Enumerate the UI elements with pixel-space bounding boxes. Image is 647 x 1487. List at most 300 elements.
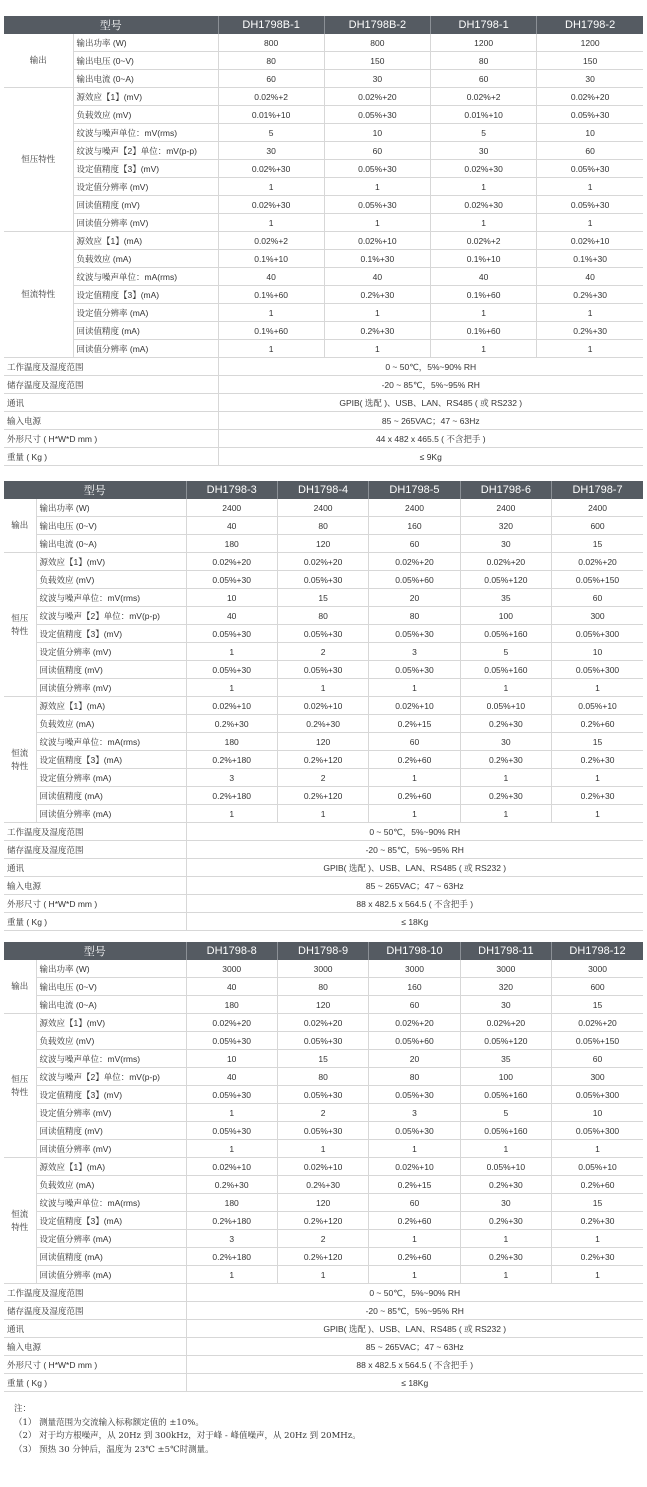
general-spec-row xyxy=(4,895,643,913)
general-spec-label: 输入电源 xyxy=(4,877,186,895)
spec-value: 60 xyxy=(324,142,430,160)
spec-value: 15 xyxy=(277,589,368,607)
spec-value: 100 xyxy=(460,607,551,625)
spec-value: 0.02%+20 xyxy=(369,553,460,571)
spec-value: 80 xyxy=(277,978,368,996)
general-spec-label: 外形尺寸 ( H*W*D mm ) xyxy=(4,430,218,448)
header-row xyxy=(4,481,643,499)
spec-value: 3 xyxy=(369,643,460,661)
spec-value: 10 xyxy=(537,124,643,142)
general-spec-value: ≤ 9Kg xyxy=(218,448,643,466)
group-label: 恒压 特性 xyxy=(4,553,36,697)
spec-value: 1 xyxy=(324,304,430,322)
spec-value: 3 xyxy=(186,769,277,787)
model-column-header: DH1798-5 xyxy=(369,481,460,499)
table-row xyxy=(4,1032,643,1050)
model-header-label: 型号 xyxy=(4,16,218,34)
table-header xyxy=(4,942,643,960)
general-spec-value: 0 ~ 50℃，5%~90% RH xyxy=(218,358,643,376)
spec-value: 0.05%+60 xyxy=(369,1032,460,1050)
spec-value: 40 xyxy=(431,268,537,286)
parameter-label: 回读值精度 (mV) xyxy=(73,196,218,214)
parameter-label: 回读值精度 (mA) xyxy=(36,1248,186,1266)
general-spec-value: -20 ~ 85℃，5%~95% RH xyxy=(218,376,643,394)
spec-value: 0.2%+180 xyxy=(186,751,277,769)
spec-value: 0.02%+30 xyxy=(218,196,324,214)
spec-value: 0.1%+60 xyxy=(218,322,324,340)
spec-value: 0.2%+30 xyxy=(460,1176,551,1194)
spec-value: 20 xyxy=(369,589,460,607)
model-column-header: DH1798-8 xyxy=(186,942,277,960)
spec-value: 600 xyxy=(552,517,643,535)
spec-value: 0.05%+10 xyxy=(460,697,551,715)
spec-value: 0.02%+20 xyxy=(460,1014,551,1032)
spec-value: 30 xyxy=(460,733,551,751)
spec-value: 1 xyxy=(431,340,537,358)
spec-value: 100 xyxy=(460,1068,551,1086)
general-spec-row xyxy=(4,1374,643,1392)
table-header xyxy=(4,481,643,499)
spec-value: 30 xyxy=(324,70,430,88)
model-column-header: DH1798B-1 xyxy=(218,16,324,34)
spec-value: 0.2%+30 xyxy=(460,787,551,805)
spec-value: 1 xyxy=(369,1230,460,1248)
parameter-label: 输出电流 (0~A) xyxy=(36,535,186,553)
parameter-label: 输出功率 (W) xyxy=(73,34,218,52)
spec-value: 30 xyxy=(460,996,551,1014)
spec-value: 1 xyxy=(277,1266,368,1284)
spec-value: 0.05%+10 xyxy=(552,697,643,715)
spec-value: 0.2%+60 xyxy=(552,1176,643,1194)
table-row xyxy=(4,589,643,607)
spec-value: 1 xyxy=(460,1230,551,1248)
general-spec-label: 工作温度及湿度范围 xyxy=(4,823,186,841)
table-row xyxy=(4,960,643,978)
spec-value: 0.2%+60 xyxy=(369,1212,460,1230)
model-column-header: DH1798-11 xyxy=(460,942,551,960)
spec-value: 60 xyxy=(369,1194,460,1212)
spec-value: 0.05%+30 xyxy=(324,106,430,124)
spec-value: 5 xyxy=(460,643,551,661)
parameter-label: 负载效应 (mA) xyxy=(36,715,186,733)
spec-value: 1 xyxy=(460,1140,551,1158)
spec-value: 1 xyxy=(186,1104,277,1122)
spec-value: 0.02%+20 xyxy=(186,553,277,571)
parameter-label: 输出电压 (0~V) xyxy=(73,52,218,70)
spec-value: 0.02%+30 xyxy=(431,196,537,214)
spec-value: 15 xyxy=(277,1050,368,1068)
spec-value: 1 xyxy=(431,304,537,322)
parameter-label: 设定值精度【3】(mV) xyxy=(36,625,186,643)
spec-value: 40 xyxy=(186,517,277,535)
spec-value: 1 xyxy=(277,805,368,823)
table-row xyxy=(4,322,643,340)
table-row xyxy=(4,1266,643,1284)
spec-value: 40 xyxy=(218,268,324,286)
spec-value: 40 xyxy=(324,268,430,286)
table-row xyxy=(4,697,643,715)
spec-value: 180 xyxy=(186,1194,277,1212)
general-spec-label: 通讯 xyxy=(4,1320,186,1338)
spec-value: 3000 xyxy=(460,960,551,978)
spec-value: 0.02%+2 xyxy=(218,88,324,106)
model-column-header: DH1798-2 xyxy=(537,16,643,34)
general-spec-label: 工作温度及湿度范围 xyxy=(4,358,218,376)
spec-value: 2 xyxy=(277,1104,368,1122)
spec-value: 10 xyxy=(552,643,643,661)
spec-value: 0.02%+2 xyxy=(431,88,537,106)
model-column-header: DH1798-1 xyxy=(431,16,537,34)
spec-value: 1200 xyxy=(431,34,537,52)
spec-value: 0.02%+30 xyxy=(218,160,324,178)
parameter-label: 纹波与噪声单位：mA(rms) xyxy=(73,268,218,286)
spec-value: 0.2%+60 xyxy=(369,787,460,805)
spec-value: 0.05%+10 xyxy=(460,1158,551,1176)
spec-value: 0.05%+120 xyxy=(460,1032,551,1050)
parameter-label: 设定值精度【3】(mA) xyxy=(36,751,186,769)
spec-value: 1 xyxy=(218,178,324,196)
table-row xyxy=(4,517,643,535)
spec-value: 1 xyxy=(277,1140,368,1158)
spec-value: 0.2%+30 xyxy=(186,715,277,733)
table-row xyxy=(4,1014,643,1032)
table-row xyxy=(4,661,643,679)
parameter-label: 回读值分辨率 (mA) xyxy=(73,340,218,358)
spec-value: 0.05%+300 xyxy=(552,1086,643,1104)
parameter-label: 回读值精度 (mA) xyxy=(36,787,186,805)
spec-value: 15 xyxy=(552,996,643,1014)
spec-value: 0.05%+30 xyxy=(537,196,643,214)
general-spec-value: ≤ 18Kg xyxy=(186,913,643,931)
spec-value: 0.05%+150 xyxy=(552,571,643,589)
parameter-label: 纹波与噪声单位：mV(rms) xyxy=(73,124,218,142)
parameter-label: 设定值精度【3】(mA) xyxy=(73,286,218,304)
table-row xyxy=(4,52,643,70)
table-row xyxy=(4,1050,643,1068)
parameter-label: 纹波与噪声单位：mV(rms) xyxy=(36,1050,186,1068)
parameter-label: 纹波与噪声单位：mV(rms) xyxy=(36,589,186,607)
spec-value: 1 xyxy=(186,1140,277,1158)
spec-value: 0.2%+120 xyxy=(277,1212,368,1230)
spec-value: 0.05%+30 xyxy=(186,571,277,589)
spec-value: 0.05%+30 xyxy=(369,1122,460,1140)
spec-value: 0.02%+20 xyxy=(460,553,551,571)
spec-value: 0.2%+30 xyxy=(460,1212,551,1230)
table-row xyxy=(4,268,643,286)
spec-value: 0.05%+10 xyxy=(552,1158,643,1176)
spec-value: 0.02%+10 xyxy=(277,1158,368,1176)
spec-value: 0.05%+60 xyxy=(369,571,460,589)
spec-value: 0.02%+20 xyxy=(186,1014,277,1032)
parameter-label: 纹波与噪声单位：mA(rms) xyxy=(36,733,186,751)
spec-value: 40 xyxy=(186,607,277,625)
spec-value: 0.05%+160 xyxy=(460,625,551,643)
spec-value: 120 xyxy=(277,1194,368,1212)
general-spec-row xyxy=(4,358,643,376)
spec-value: 0.1%+30 xyxy=(324,250,430,268)
header-row xyxy=(4,942,643,960)
spec-value: 120 xyxy=(277,535,368,553)
spec-value: 0.02%+10 xyxy=(324,232,430,250)
spec-value: 150 xyxy=(324,52,430,70)
spec-value: 0.2%+60 xyxy=(369,751,460,769)
spec-value: 0.2%+180 xyxy=(186,787,277,805)
table-row xyxy=(4,787,643,805)
spec-value: 0.05%+160 xyxy=(460,1086,551,1104)
table-row xyxy=(4,106,643,124)
spec-value: 1 xyxy=(431,178,537,196)
spec-value: 160 xyxy=(369,978,460,996)
table-row xyxy=(4,625,643,643)
spec-value: 0.2%+30 xyxy=(537,286,643,304)
spec-value: 20 xyxy=(369,1050,460,1068)
note-1: （1） 测量范围为交流输入标称额定值的 ±10%。 xyxy=(14,1417,204,1428)
table-row xyxy=(4,733,643,751)
spec-value: 5 xyxy=(460,1104,551,1122)
general-spec-value: 88 x 482.5 x 564.5 ( 不含把手 ) xyxy=(186,895,643,913)
spec-value: 30 xyxy=(460,1194,551,1212)
spec-value: 800 xyxy=(324,34,430,52)
spec-value: 30 xyxy=(218,142,324,160)
spec-value: 0.02%+10 xyxy=(186,697,277,715)
general-spec-row xyxy=(4,1338,643,1356)
spec-value: 1 xyxy=(537,178,643,196)
general-spec-row xyxy=(4,1284,643,1302)
spec-value: 1 xyxy=(537,214,643,232)
spec-value: 1 xyxy=(369,769,460,787)
spec-table-2 xyxy=(4,481,643,931)
spec-value: 2 xyxy=(277,769,368,787)
table-row xyxy=(4,1212,643,1230)
table-row xyxy=(4,751,643,769)
spec-value: 1 xyxy=(369,679,460,697)
table-body xyxy=(4,499,643,931)
table-row xyxy=(4,142,643,160)
general-spec-label: 输入电源 xyxy=(4,412,218,430)
spec-value: 40 xyxy=(186,1068,277,1086)
spec-value: 80 xyxy=(431,52,537,70)
spec-value: 1 xyxy=(552,679,643,697)
parameter-label: 负载效应 (mA) xyxy=(36,1176,186,1194)
spec-value: 0.02%+20 xyxy=(552,553,643,571)
spec-value: 180 xyxy=(186,996,277,1014)
parameter-label: 回读值精度 (mA) xyxy=(73,322,218,340)
spec-value: 2400 xyxy=(460,499,551,517)
spec-value: 0.02%+20 xyxy=(537,88,643,106)
table-row xyxy=(4,1158,643,1176)
parameter-label: 回读值分辨率 (mV) xyxy=(36,679,186,697)
spec-value: 0.2%+30 xyxy=(277,715,368,733)
parameter-label: 回读值分辨率 (mA) xyxy=(36,805,186,823)
table-row xyxy=(4,304,643,322)
spec-value: 40 xyxy=(537,268,643,286)
general-spec-row xyxy=(4,823,643,841)
spec-value: 60 xyxy=(369,733,460,751)
spec-value: 2 xyxy=(277,1230,368,1248)
spec-value: 1 xyxy=(552,1230,643,1248)
spec-value: 80 xyxy=(218,52,324,70)
spec-value: 60 xyxy=(552,589,643,607)
spec-value: 1 xyxy=(460,1266,551,1284)
spec-value: 35 xyxy=(460,1050,551,1068)
spec-value: 0.1%+60 xyxy=(431,322,537,340)
table-row xyxy=(4,232,643,250)
parameter-label: 源效应【1】(mA) xyxy=(36,1158,186,1176)
parameter-label: 输出电流 (0~A) xyxy=(36,996,186,1014)
table-row xyxy=(4,70,643,88)
general-spec-value: 0 ~ 50℃，5%~90% RH xyxy=(186,1284,643,1302)
spec-value: 80 xyxy=(277,607,368,625)
table-row xyxy=(4,571,643,589)
spec-value: 15 xyxy=(552,1194,643,1212)
spec-value: 0.05%+30 xyxy=(186,1122,277,1140)
spec-value: 0.2%+30 xyxy=(277,1176,368,1194)
spec-value: 15 xyxy=(552,535,643,553)
table-row xyxy=(4,340,643,358)
spec-value: 1 xyxy=(186,679,277,697)
general-spec-row xyxy=(4,412,643,430)
table-row xyxy=(4,88,643,106)
spec-value: 1 xyxy=(552,805,643,823)
spec-value: 0.02%+20 xyxy=(552,1014,643,1032)
table-row xyxy=(4,1140,643,1158)
spec-value: 60 xyxy=(369,996,460,1014)
parameter-label: 纹波与噪声【2】单位：mV(p-p) xyxy=(73,142,218,160)
spec-value: 0.02%+10 xyxy=(369,697,460,715)
table-row xyxy=(4,1194,643,1212)
parameter-label: 输出电流 (0~A) xyxy=(73,70,218,88)
spec-value: 1 xyxy=(537,340,643,358)
parameter-label: 源效应【1】(mV) xyxy=(73,88,218,106)
spec-value: 0.05%+30 xyxy=(537,160,643,178)
parameter-label: 纹波与噪声【2】单位：mV(p-p) xyxy=(36,1068,186,1086)
parameter-label: 输出电压 (0~V) xyxy=(36,517,186,535)
spec-value: 0.2%+30 xyxy=(552,787,643,805)
spec-value: 0.2%+15 xyxy=(369,1176,460,1194)
spec-value: 180 xyxy=(186,733,277,751)
spec-value: 60 xyxy=(537,142,643,160)
spec-value: 0.05%+150 xyxy=(552,1032,643,1050)
spec-value: 0.05%+30 xyxy=(369,625,460,643)
spec-value: 2400 xyxy=(186,499,277,517)
spec-value: 1200 xyxy=(537,34,643,52)
general-spec-value: 0 ~ 50℃，5%~90% RH xyxy=(186,823,643,841)
spec-value: 0.2%+15 xyxy=(369,715,460,733)
table-row xyxy=(4,643,643,661)
spec-value: 60 xyxy=(552,1050,643,1068)
general-spec-label: 外形尺寸 ( H*W*D mm ) xyxy=(4,1356,186,1374)
spec-value: 0.05%+30 xyxy=(277,571,368,589)
table-header xyxy=(4,16,643,34)
spec-value: 3000 xyxy=(552,960,643,978)
spec-value: 2400 xyxy=(369,499,460,517)
spec-value: 0.05%+30 xyxy=(186,661,277,679)
table-row xyxy=(4,124,643,142)
spec-value: 0.2%+30 xyxy=(324,322,430,340)
general-spec-label: 重量 ( Kg ) xyxy=(4,1374,186,1392)
parameter-label: 设定值分辨率 (mV) xyxy=(36,643,186,661)
parameter-label: 设定值分辨率 (mV) xyxy=(73,178,218,196)
table-row xyxy=(4,715,643,733)
spec-value: 1 xyxy=(460,769,551,787)
table-row xyxy=(4,196,643,214)
spec-value: 3 xyxy=(186,1230,277,1248)
model-column-header: DH1798-7 xyxy=(552,481,643,499)
group-label: 恒流 特性 xyxy=(4,697,36,823)
spec-value: 1 xyxy=(552,1266,643,1284)
spec-value: 0.2%+30 xyxy=(460,1248,551,1266)
table-body xyxy=(4,960,643,1392)
table-row xyxy=(4,535,643,553)
general-spec-value: GPIB( 选配 )、USB、LAN、RS485 ( 或 RS232 ) xyxy=(218,394,643,412)
spec-value: 0.05%+30 xyxy=(324,160,430,178)
spec-value: 150 xyxy=(537,52,643,70)
general-spec-row xyxy=(4,1356,643,1374)
table-row xyxy=(4,1176,643,1194)
table-row xyxy=(4,250,643,268)
table-row xyxy=(4,553,643,571)
spec-value: 0.05%+30 xyxy=(186,1086,277,1104)
general-spec-row xyxy=(4,394,643,412)
parameter-label: 输出电压 (0~V) xyxy=(36,978,186,996)
general-spec-row xyxy=(4,376,643,394)
spec-value: 0.02%+10 xyxy=(369,1158,460,1176)
spec-value: 1 xyxy=(460,805,551,823)
parameter-label: 设定值分辨率 (mA) xyxy=(36,1230,186,1248)
spec-value: 0.05%+30 xyxy=(186,1032,277,1050)
spec-value: 40 xyxy=(186,978,277,996)
parameter-label: 设定值精度【3】(mV) xyxy=(36,1086,186,1104)
general-spec-value: -20 ~ 85℃，5%~95% RH xyxy=(186,841,643,859)
spec-table-1 xyxy=(4,16,643,466)
general-spec-value: 88 x 482.5 x 564.5 ( 不含把手 ) xyxy=(186,1356,643,1374)
table-body xyxy=(4,34,643,466)
model-header-label: 型号 xyxy=(4,942,186,960)
spec-value: 120 xyxy=(277,996,368,1014)
spec-value: 60 xyxy=(431,70,537,88)
spec-value: 1 xyxy=(460,679,551,697)
spec-value: 1 xyxy=(537,304,643,322)
parameter-label: 回读值精度 (mV) xyxy=(36,1122,186,1140)
spec-value: 30 xyxy=(460,535,551,553)
spec-value: 0.05%+300 xyxy=(552,1122,643,1140)
spec-value: 1 xyxy=(552,1140,643,1158)
spec-table-3 xyxy=(4,942,643,1392)
note-2: （2） 对于均方根噪声，从 20Hz 到 300kHz，对于峰 - 峰值噪声，从 20Hz 到 20MHz。 xyxy=(14,1431,361,1441)
group-label: 恒压 特性 xyxy=(4,1014,36,1158)
table-row xyxy=(4,1104,643,1122)
general-spec-row xyxy=(4,841,643,859)
spec-value: 0.05%+30 xyxy=(369,1086,460,1104)
spec-value: 10 xyxy=(186,589,277,607)
general-spec-label: 储存温度及湿度范围 xyxy=(4,1302,186,1320)
spec-value: 1 xyxy=(431,214,537,232)
general-spec-row xyxy=(4,859,643,877)
spec-value: 600 xyxy=(552,978,643,996)
general-spec-row xyxy=(4,430,643,448)
general-spec-label: 通讯 xyxy=(4,859,186,877)
spec-value: 0.02%+20 xyxy=(277,1014,368,1032)
general-spec-row xyxy=(4,1302,643,1320)
spec-value: 0.01%+10 xyxy=(218,106,324,124)
parameter-label: 回读值精度 (mV) xyxy=(36,661,186,679)
spec-value: 5 xyxy=(218,124,324,142)
spec-value: 0.2%+60 xyxy=(369,1248,460,1266)
spec-value: 1 xyxy=(218,214,324,232)
spec-value: 0.1%+30 xyxy=(537,250,643,268)
spec-value: 60 xyxy=(218,70,324,88)
spec-value: 0.05%+30 xyxy=(186,625,277,643)
